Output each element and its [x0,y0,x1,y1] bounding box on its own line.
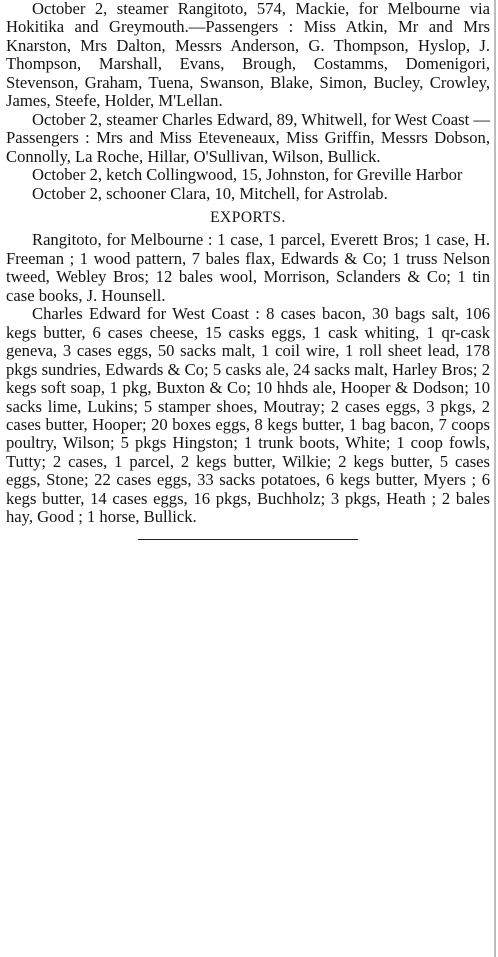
shipping-entry-charles-edward: October 2, steamer Charles Edward, 89, Whitwell, for West Coast — Passengers : Mrs and Miss Eteveneaux, Miss Griffin, Messrs Dobson, Connolly, La Roche, Hillar, O'Sullivan, Wilson, Bullick. [6,109,490,166]
shipping-entry-rangitoto: October 2, steamer Rangitoto, 574, Mackie, for Melbourne via Hokitika and Greymouth.—Passengers : Miss Atkin, Mr and Mrs Knarston, Mrs Dalton, Messrs Anderson, G. Thompson, Hyslop, J. Thompson, Marshall, Evans, Brough, Costamms, Domenigori, Stevenson, Graham, Tuena, Swanson, Blake, Simon, Bucley, Crowley, James, Steefe, Holder, M'Lellan. [6,0,490,111]
shipping-entry-collingwood: October 2, ketch Collingwood, 15, Johnston, for Greville Harbor [32,165,463,185]
section-divider [138,539,358,540]
exports-heading: EXPORTS. [210,208,286,226]
newspaper-column [6,0,490,540]
exports-charles-edward: Charles Edward for West Coast : 8 cases bacon, 30 bags salt, 106 kegs butter, 6 cases cheese, 15 casks eggs, 1 cask whiting, 1 qr-cask geneva, 3 cases eggs, 50 sacks malt, 1 coil wire, 1 roll sheet lead, 178 pkgs sundries, Edwards & Co; 5 casks ale, 24 sacks malt, Harley Bros; 2 kegs soft soap, 1 pkg, Buxton & Co; 10 hhds ale, Hooper & Dodson; 10 sacks lime, Lukins; 5 stamper shoes, Moutray; 2 cases eggs, 3 pkgs, 2 cases butter, Hooper; 20 boxes eggs, 8 kegs butter, 1 bag bacon, 7 coops poultry, Wilson; 5 pkgs Hingston; 1 trunk boots, White; 1 coop fowls, Tutty; 2 cases, 1 parcel, 2 kegs butter, Wilkie; 2 kegs butter, 5 cases eggs, Stone; 22 cases eggs, 33 sacks potatoes, 6 kegs butter, Myers ; 6 kegs butter, 14 cases eggs, 16 pkgs, Buchholz; 3 pkgs, Heath ; 2 bales hay, Good ; 1 horse, Bullick. [6,304,490,527]
shipping-entry-clara: October 2, schooner Clara, 10, Mitchell, for Astrolab. [32,183,388,203]
page-edge [494,0,496,957]
exports-rangitoto: Rangitoto, for Melbourne : 1 case, 1 parcel, Everett Bros; 1 case, H. Freeman ; 1 wood pattern, 7 bales flax, Edwards & Co; 1 truss Nelson tweed, Webley Bros; 12 bales wool, Morrison, Sclanders & Co; 1 tin case books, J. Hounsell. [6,230,490,305]
